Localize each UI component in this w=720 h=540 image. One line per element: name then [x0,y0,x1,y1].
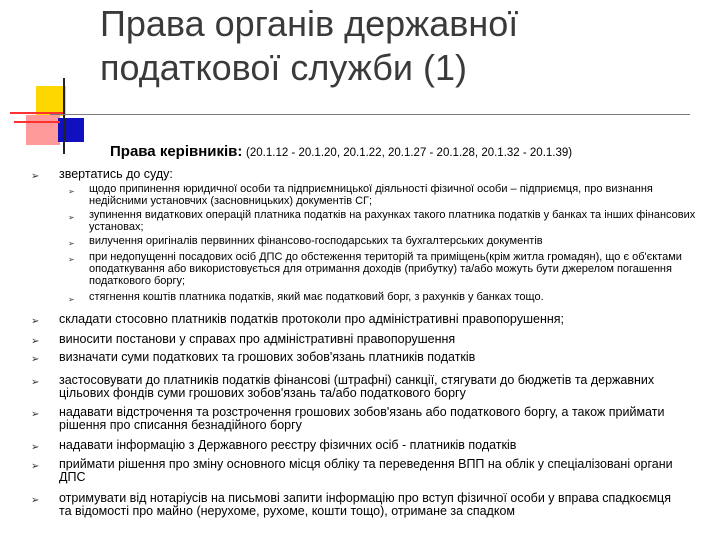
sub-list-item: щодо припинення юридичної особи та підприємницької діяльності фізичної особи – підприємця, про визнання недійсними установчих (засновницьких) документів СГ; [89,183,653,207]
bullet-icon: ➢ [31,442,40,453]
list-item: отримувати від нотаріусів на письмові запити інформацію про вступ фізичної особи у вправа спадкоємця та відомості про майно (нерухоме, рухоме, кошти тощо), отримане за спадком [59,491,671,518]
decor-blue-square [58,118,84,142]
bullet-icon: ➢ [31,377,40,388]
bullet-icon: ➢ [31,495,40,506]
list-item: застосовувати до платників податків фінансові (штрафні) санкції, стягувати до бюджетів та державних цільових фондів суми грошових зобов'язань та/або податкового боргу [59,373,655,400]
list-item: звертатись до суду: [59,167,173,181]
list-item: приймати рішення про зміну основного місця обліку та переведення ВПП на облік у спеціалізовані органи ДПС [59,457,673,484]
list-item: надавати інформацію з Державного реєстру фізичних осіб - платників податків [59,438,517,452]
sub-list-item: зупинення видаткових операцій платника податків на рахунках такого платника податків у банках та інших фінансових установах; [89,209,696,233]
bullet-icon: ➢ [31,336,40,347]
bullet-icon: ➢ [31,409,40,420]
bullet-icon: ➢ [31,316,40,327]
sub-list-item: вилучення оригіналів первинних фінансово-господарських та бухгалтерських документів [89,235,543,247]
sub-list-item: при недопущенні посадових осіб ДПС до обстеження територій та приміщень(крім житла громадян), що є об'єктами оподаткування або використовується для отримання доходів (прибутку) та/або можуть бути джерелом погашення податкового боргу; [89,251,682,287]
sub-bullet-icon: ➢ [68,213,75,222]
subheading [110,143,572,160]
title-divider [50,114,690,115]
sub-bullet-icon: ➢ [68,187,75,196]
subheading-title: Права керівників: [110,143,243,160]
list-item: визначати суми податкових та грошових зобов'язань платників податків [59,350,476,364]
sub-bullet-icon: ➢ [68,295,75,304]
list-item: складати стосовно платників податків протоколи про адміністративні правопорушення; [59,312,565,326]
title-line-2: податкової служби (1) [100,47,467,88]
bullet-icon: ➢ [31,461,40,472]
sub-bullet-icon: ➢ [68,239,75,248]
sub-bullet-icon: ➢ [68,255,75,264]
decor-red-line-b [14,121,60,123]
subheading-reference: (20.1.12 - 20.1.20, 20.1.22, 20.1.27 - 20.1.28, 20.1.32 - 20.1.39) [246,147,573,159]
bullet-icon: ➢ [31,354,40,365]
bullet-icon: ➢ [31,171,40,182]
page-title [100,2,700,90]
list-item: виносити постанови у справах про адміністративні правопорушення [59,332,456,346]
decor-vertical-line [63,78,65,154]
title-line-1: Права органів державної [100,3,519,44]
sub-list-item: стягнення коштів платника податків, який має податковий борг, з рахунків у банках тощо. [89,291,544,303]
list-item: надавати відстрочення та розстрочення грошових зобов'язань або податкового боргу, а також приймати рішення про списання безнадійного боргу [59,405,665,432]
decor-pink-square [26,115,60,145]
